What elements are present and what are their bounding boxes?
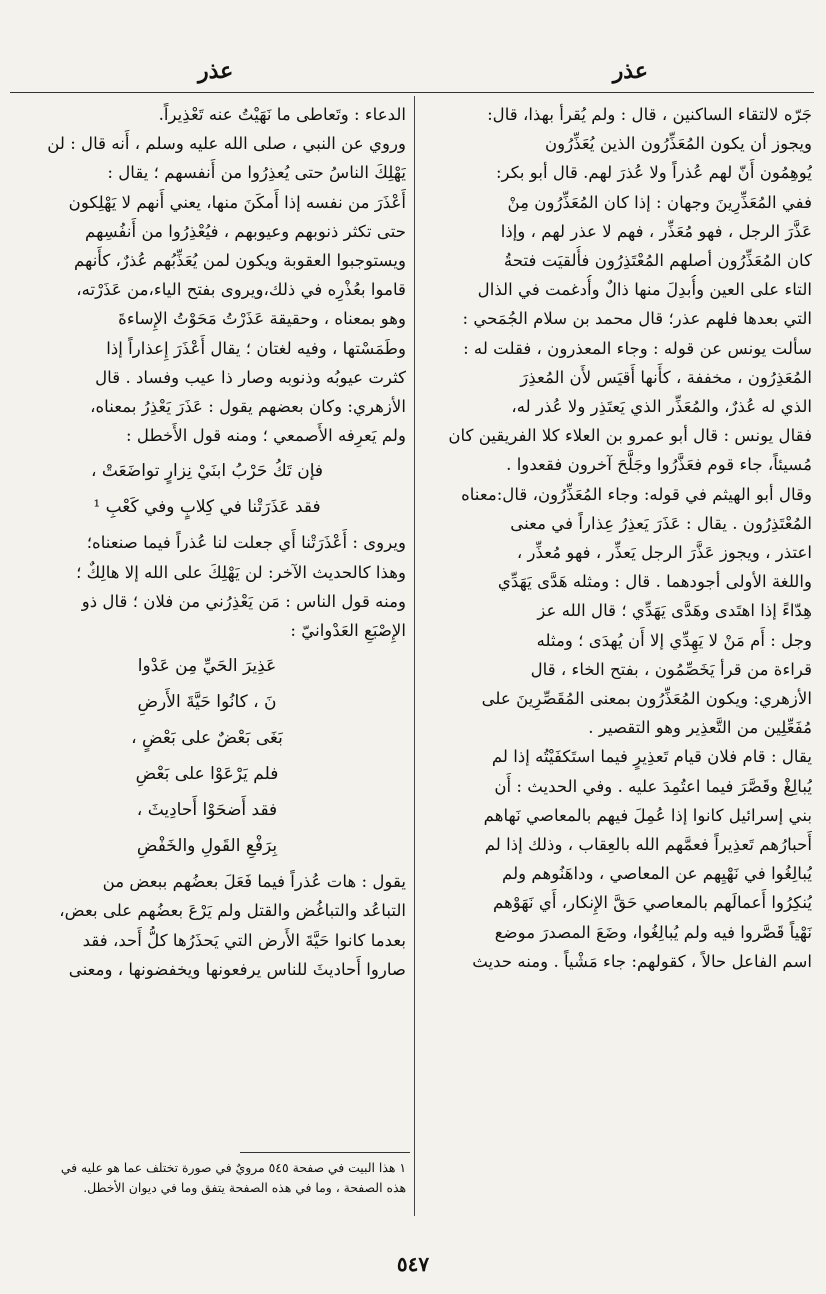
text-line: ويجوز أن يكون المُعَذِّرُون الذين يُعَذِّرُون — [545, 134, 812, 154]
left-column-paragraph-top — [8, 100, 406, 450]
header-rule — [10, 92, 814, 93]
text-line: مُسيئاً، جاء قوم فعَذَّرُوا وجَلَّحَ آخرون فقعدوا . — [506, 455, 812, 475]
text-line: الذي له عُذرٌ، والمُعَذِّر الذي يَعتَذِر ولا عُذر له، — [511, 397, 812, 417]
text-line: التباعُد والتباغُض والقتل ولم يَرْعَ بعضُهم على بعض، — [59, 901, 406, 921]
text-line: الأزهري: وكان بعضهم يقول : عَذَرَ يَعْذِرُ بمعناه، — [90, 397, 406, 417]
text-line: التي بعدها فلهم عذر؛ قال محمد بن سلام الجُمَحي : — [462, 309, 812, 329]
text-line: واللغة الأولى أجودهما . قال : ومثله هَدَّى يَهَدِّي — [497, 572, 812, 592]
text-line: قراءة من قرأ يَخَصِّمُون ، بفتح الخاء ، قال — [530, 659, 812, 679]
text-line: بعدما كانوا حَيَّةَ الأَرض التي يَحذَرُها كلُّ أَحد، فقد — [82, 930, 406, 950]
text-line: سألت يونس عن قوله : وجاء المعذرون ، فقلت له : — [463, 338, 812, 358]
text-line: جَرّه لالتقاء الساكنين ، قال : ولم يُقرأ بهذا، قال: — [487, 105, 812, 124]
verse-line: بَغَى بَعْضٌ على بَعْضٍ ، — [131, 728, 283, 749]
verse-line: بِرَفْعِ القَولِ والخَفْضِ — [136, 836, 278, 857]
verse-akhtal — [8, 453, 406, 525]
text-line: اسم الفاعل حالاً ، كقولهم: جاء مَشْياً . ومنه حديث — [472, 951, 812, 971]
footnote-line: ١ هذا البيت في صفحة ٥٤٥ مرويٌ في صورة تختلف عما هو عليه في — [60, 1160, 406, 1175]
text-line: نَهْياً قَصَّروا فيه ولم يُبالِغُوا، وضَعَ المصدرَ موضع — [494, 922, 812, 942]
text-line: كثرت عيوبُه وذنوبه وصار ذا عيب وفساد . قال — [95, 367, 406, 387]
footnote-line: هذه الصفحة ، وما في هذه الصفحة يتفق وما في ديوان الأخطل. — [83, 1180, 406, 1195]
text-line: وهو بمعناه ، وحقيقة عَذَرْتُ مَحَوْتُ الإِساءةَ — [118, 309, 406, 329]
column-divider — [414, 96, 415, 1216]
header-right-word: عذر — [612, 58, 648, 84]
footnote-rule — [240, 1152, 410, 1153]
text-line: وقال أبو الهيثم في قوله: وجاء المُعَذِّرُون، قال:معناه — [461, 484, 812, 504]
text-line: يقول : هات عُذراً فيما فَعَلَ بعضُهم ببعض من — [102, 872, 406, 892]
text-line: الدعاء : وتَعاطى ما نَهَيْتُ عنه تَعْذِيراً. — [158, 105, 406, 124]
text-line: يُوهِمُون أَنّ لهم عُذراً ولا عُذرَ لهم. قال أبو بكر: — [495, 163, 812, 183]
text-line: وهذا كالحديث الآخر: لن يَهْلِكَ على الله إلا هالِكٌ ؛ — [76, 562, 406, 582]
text-line: ويروى : أَعْذَرَتْنا أَي جعلت لنا عُذراً فيما صنعناه؛ — [86, 533, 406, 553]
text-line: صاروا أَحاديثَ للناس يرفعونها ويخفضونها ، ومعنى — [68, 959, 406, 979]
text-line: مُفَعِّلِين من التَّعذِير وهو التقصير . — [588, 718, 812, 738]
text-line: يُنكِرُوا أَعمالَهم بالمعاصي حَقَّ الإِنكار، أَي نَهَوْهم — [492, 893, 812, 913]
text-line: يَهْلِكَ الناسُ حتى يُعذِرُوا من أَنفسهم ؛ يقال : — [107, 163, 406, 183]
text-line: ويستوجبوا العقوبة ويكون لمن يُعَذِّبُهم عُذرٌ، كأَنهم — [74, 251, 406, 271]
text-line: أَحبارُهم تَعذِيراً فعمَّهم الله بالعِقاب ، وذلك إذا لم — [484, 835, 812, 855]
text-line: يقال : قام فلان قيام تَعذِيرٍ فيما استَكفَيْتُه إذا لم — [491, 747, 812, 767]
text-line: ومنه قول الناس : مَن يَعْذِرُني من فلان ؛ قال ذو — [81, 591, 406, 611]
right-column — [416, 100, 812, 1220]
verse-line: فقد عَذَرَتْنا في كِلابٍ وفي كَعْبِ ¹ — [93, 497, 321, 518]
text-line: وجل : أَم مَنْ لا يَهِدِّي إلا أَن يُهدَى ؛ ومثله — [536, 630, 812, 650]
text-line: كان المُعَذِّرُون أصلهم المُعْتَذِرُون فأُلقيَت فتحةُ — [503, 251, 812, 271]
verse-line: عَذِيرَ الحَيِّ مِن عَدْوا — [137, 656, 277, 677]
text-line: وروي عن النبي ، صلى الله عليه وسلم ، أَنه قال : لن — [47, 134, 406, 154]
text-line: اعتذر ، ويجوز عَذَّرَ الرجل يَعذِّر ، فهو مُعذِّر ، — [516, 543, 812, 563]
text-line: حتى تكثر ذنوبهم وعيوبهم ، فيُعْذِرُوا من أَنفُسِهم — [85, 221, 406, 241]
text-line: المُعْتَذِرُون . يقال : عَذَرَ يَعذِرُ عِذاراً في معنى — [510, 513, 812, 533]
verse-line: نَ ، كانُوا حَيَّةَ الأَرضِ — [137, 692, 277, 713]
text-line: التاء على العين وأُبدِلَ منها ذالٌ وأُدغمت في الذال — [477, 280, 812, 300]
text-line: أَعْذَرَ من نفسه إذا أَمكَنَ منها، يعني أَنهم لا يَهْلِكون — [68, 192, 406, 212]
header-left-word: عذر — [198, 58, 234, 84]
text-line: هِدّاءً إذا اهتَدى وهَدَّى يَهَدِّي ؛ قال الله عز — [537, 601, 812, 621]
left-column-paragraph-bottom — [8, 867, 406, 984]
text-line: المُعَذِرُون ، مخففة ، كأَنها أَقيَس لأَن المُعذِرَ — [520, 367, 812, 387]
verse-line: فلم يَرْعَوْا على بَعْضِ — [135, 764, 279, 785]
text-line: قاموا بعُذْرِه في ذلك،ويروى بفتح الياء،من عَذَرْته، — [76, 280, 406, 300]
page-number: ٥٤٧ — [396, 1252, 430, 1276]
left-column — [8, 100, 406, 1170]
text-line: الإِصْبَعِ العَدْوانيّ : — [290, 621, 406, 641]
text-line: ففي المُعَذِّرِينَ وجهان : إذا كان المُعَذِّرُون مِنْ — [507, 192, 812, 212]
text-line: فقال يونس : قال أبو عمرو بن العلاء كلا الفريقين كان — [448, 426, 812, 446]
text-line: الأزهري: ويكون المُعَذِّرُون بمعنى المُقَصِّرِينَ على — [481, 689, 812, 709]
left-column-paragraph-mid — [8, 528, 406, 645]
verse-line: فقد أَضحَوْا أَحادِيثَ ، — [136, 800, 278, 821]
text-line: يُبالِغُوا في نَهْيِهم عن المعاصي ، وداهَنُوهم ولم — [502, 864, 812, 884]
verse-dhul-isba — [8, 648, 406, 864]
verse-line: فإن تَكُ حَرْبُ ابنَيْ نِزارٍ تواضَعَتْ ، — [90, 461, 323, 482]
text-line: وطَمَسْتها ، وفيه لغتان ؛ يقال أَعْذَرَ إِعذاراً إذا — [106, 338, 406, 358]
footnote — [8, 1158, 406, 1198]
text-line: يُبالِغْ وقَصَّرَ فيما اعتُمِدَ عليه . وفي الحديث : أَن — [494, 776, 812, 796]
text-line: بني إسرائيل كانوا إذا عُمِلَ فيهم بالمعاصي نَهاهم — [483, 805, 812, 825]
text-line: عَذَّرَ الرجل ، فهو مُعَذِّر ، فهم لا عذر لهم ، وإذا — [500, 221, 812, 241]
text-line: ولم يَعرِفه الأَصمعي ؛ ومنه قول الأَخطل : — [126, 426, 406, 446]
